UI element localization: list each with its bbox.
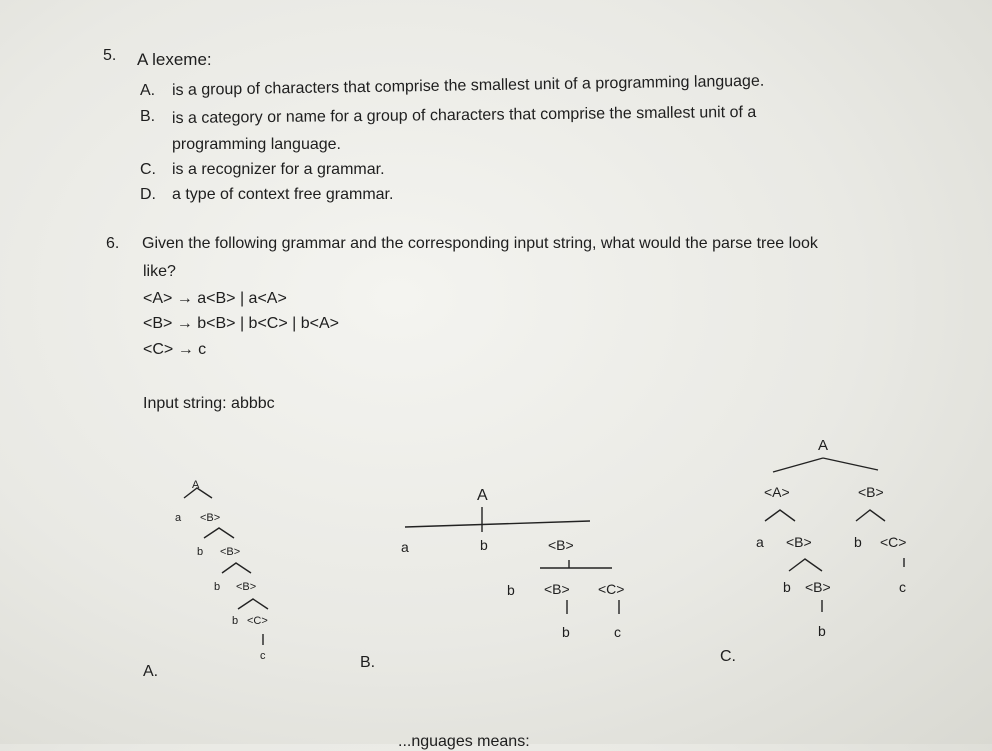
tree-a-node: b — [232, 615, 239, 627]
tree-b-node: <C> — [598, 581, 625, 597]
grammar-rule-c: <C> → c — [143, 341, 207, 358]
tree-a-node: b — [214, 581, 221, 593]
tree-c-node: <B> — [786, 534, 812, 550]
tree-c-node: b — [783, 579, 791, 595]
grammar-rule-a: <A> → a<B> | a<A> — [143, 290, 287, 307]
tree-a-node: <B> — [220, 546, 241, 558]
q5-stem: A lexeme: — [137, 50, 212, 69]
q5-option-b-letter: B. — [140, 108, 156, 125]
tree-b-node: b — [507, 582, 515, 598]
tree-c-node: b — [854, 534, 862, 550]
q6-stem-line1: Given the following grammar and the corresponding input string, what would the parse tree look — [142, 235, 818, 252]
q5-option-d-letter: D. — [140, 186, 156, 203]
q5-option-a-letter: A. — [140, 82, 156, 99]
tree-c-node: a — [756, 534, 764, 550]
tree-b-letter: B. — [360, 654, 376, 671]
tree-b-node: c — [614, 624, 621, 640]
footer-fragment: ...nguages means: — [398, 733, 530, 750]
tree-c-node: <B> — [805, 579, 831, 595]
q5-option-d-text: a type of context free grammar. — [172, 186, 394, 203]
tree-b-node: <B> — [548, 537, 574, 553]
tree-c-node: c — [899, 579, 906, 595]
q6-stem-line2: like? — [143, 263, 176, 280]
tree-b-node: a — [401, 539, 409, 555]
tree-a-node: <B> — [236, 581, 257, 593]
tree-b-node: A — [477, 487, 488, 504]
tree-b-node: b — [562, 624, 570, 640]
tree-a-node: <C> — [247, 615, 268, 627]
q5-option-b-text: is a category or name for a group of characters that comprise the smallest unit of a — [171, 103, 757, 127]
q6-number: 6. — [106, 235, 120, 252]
tree-c-node: A — [818, 437, 829, 454]
q5-option-c-text: is a recognizer for a grammar. — [172, 161, 385, 178]
input-string: Input string: abbbc — [143, 395, 275, 412]
q5-number: 5. — [103, 47, 117, 64]
tree-a-letter: A. — [143, 663, 159, 680]
tree-b-node: <B> — [544, 581, 570, 597]
tree-a-node: b — [197, 546, 204, 558]
tree-c-node: b — [818, 623, 826, 639]
q5-option-b-text-cont: programming language. — [172, 136, 341, 153]
tree-c-node: <B> — [858, 484, 884, 500]
tree-c-node: <C> — [880, 534, 907, 550]
tree-a-node: <B> — [200, 512, 221, 524]
q5-option-c-letter: C. — [140, 161, 156, 178]
tree-a-node: A — [192, 479, 200, 491]
tree-a-node: a — [175, 512, 182, 524]
q5-option-a-text: is a group of characters that comprise the smallest unit of a programming language. — [171, 72, 765, 99]
grammar-rule-b: <B> → b<B> | b<C> | b<A> — [143, 315, 339, 332]
tree-c-node: <A> — [764, 484, 790, 500]
tree-b-node: b — [480, 537, 488, 553]
tree-a-node: c — [260, 650, 266, 662]
tree-c-letter: C. — [720, 648, 736, 665]
